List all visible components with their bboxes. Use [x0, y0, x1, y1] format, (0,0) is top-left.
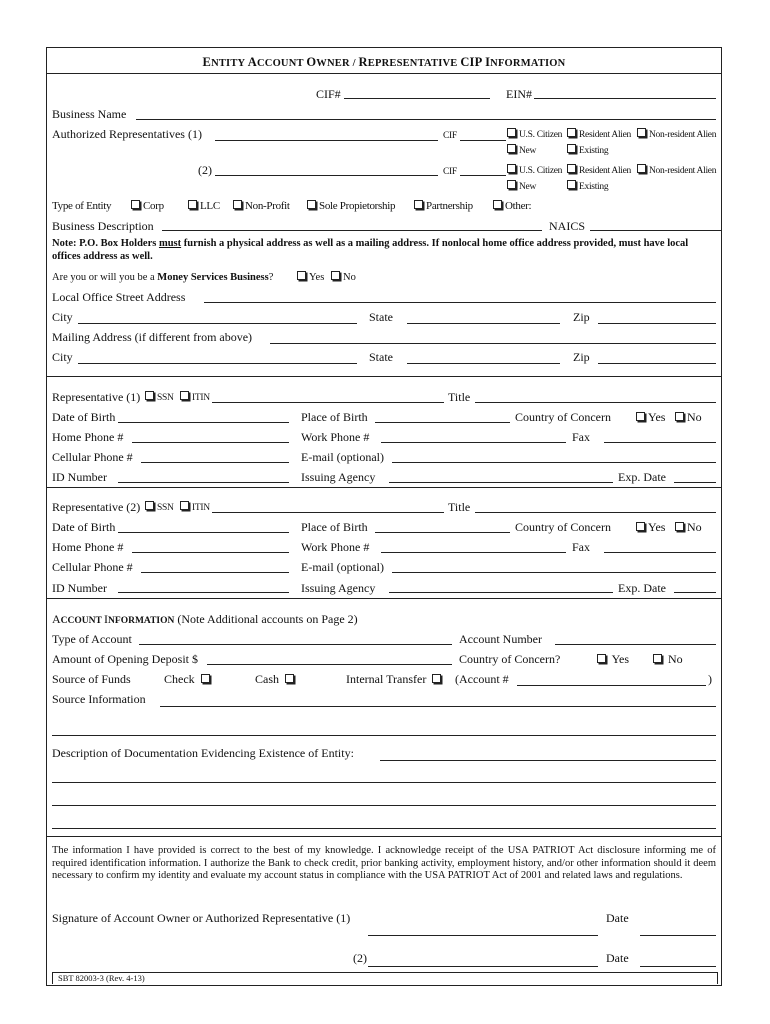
city-label-2: City: [52, 350, 73, 364]
checkbox[interactable]: [507, 144, 516, 153]
transfer-account-label: (Account #: [455, 672, 509, 686]
source-check[interactable]: Check: [164, 672, 213, 686]
checkbox[interactable]: [637, 164, 646, 173]
rep1-cell-label: Cellular Phone #: [52, 450, 133, 464]
rep1-work-field[interactable]: [381, 442, 566, 443]
state-field-1[interactable]: [407, 323, 560, 324]
zip-field-2[interactable]: [598, 363, 716, 364]
type-of-entity-label: Type of Entity: [52, 200, 112, 212]
checkbox[interactable]: [180, 501, 189, 510]
auth-rep1-existing[interactable]: Existing: [567, 144, 608, 158]
section-divider-rep1: [46, 376, 722, 377]
rep1-home-label: Home Phone #: [52, 430, 124, 444]
auth-rep2-cif-field[interactable]: [460, 175, 506, 176]
state-label-1: State: [369, 310, 393, 324]
zip-label-2: Zip: [573, 350, 590, 364]
rep1-title-label: Title: [448, 390, 471, 404]
entity-sole-prop[interactable]: Sole Propietorship: [307, 199, 395, 213]
rep2-email-field[interactable]: [392, 572, 716, 573]
rep2-cell-label: Cellular Phone #: [52, 560, 133, 574]
entity-other[interactable]: Other:: [493, 199, 531, 213]
account-coc-label: Country of Concern?: [459, 652, 561, 666]
form-title: ENTITY ACCOUNT OWNER / REPRESENTATIVE CIP INFORMATION: [202, 55, 566, 69]
rep1-itin[interactable]: ITIN: [180, 391, 210, 405]
rep1-cell-field[interactable]: [141, 462, 289, 463]
rep1-pob-label: Place of Birth: [301, 410, 368, 424]
rep2-label: Representative (2): [52, 500, 141, 514]
rep1-work-label: Work Phone #: [301, 430, 370, 444]
rep1-label: Representative (1): [52, 390, 141, 404]
msb-yes[interactable]: Yes: [297, 271, 324, 285]
rep2-pob-field[interactable]: [375, 532, 510, 533]
rep1-exp-field[interactable]: [674, 482, 716, 483]
source-cash[interactable]: Cash: [255, 672, 297, 686]
checkbox[interactable]: [567, 144, 576, 153]
transfer-account-field[interactable]: [517, 685, 706, 686]
rep1-dob-label: Date of Birth: [52, 410, 116, 424]
doc-desc-line-2[interactable]: [52, 782, 716, 783]
rep2-coc-yes[interactable]: Yes: [636, 520, 665, 534]
account-coc-yes[interactable]: Yes: [597, 652, 629, 666]
signature-label: Signature of Account Owner or Authorized Representative (1): [52, 911, 351, 925]
rep1-email-field[interactable]: [392, 462, 716, 463]
checkbox[interactable]: [567, 164, 576, 173]
deposit-label: Amount of Opening Deposit $: [52, 652, 198, 666]
rep1-exp-label: Exp. Date: [618, 470, 666, 484]
rep2-dob-field[interactable]: [118, 532, 289, 533]
auth-rep2-new[interactable]: New: [507, 180, 536, 194]
checkbox[interactable]: [285, 674, 294, 683]
date-2-field[interactable]: [640, 966, 716, 967]
form-number-box: [52, 972, 718, 984]
checkbox[interactable]: [414, 200, 423, 209]
date-label-2: Date: [606, 951, 629, 965]
checkbox[interactable]: [675, 412, 684, 421]
signature-1-field[interactable]: [368, 935, 598, 936]
msb-question: Are you or will you be a Money Services Business?: [52, 272, 274, 283]
rep2-exp-field[interactable]: [674, 592, 716, 593]
checkbox[interactable]: [567, 180, 576, 189]
rep2-work-label: Work Phone #: [301, 540, 370, 554]
account-type-label: Type of Account: [52, 632, 132, 646]
auth-rep1-us-citizen[interactable]: U.S. Citizen: [507, 128, 562, 142]
entity-llc[interactable]: LLC: [188, 199, 220, 213]
business-name-label: Business Name: [52, 107, 127, 121]
checkbox[interactable]: [507, 180, 516, 189]
rep2-home-label: Home Phone #: [52, 540, 124, 554]
checkbox[interactable]: [180, 391, 189, 400]
state-label-2: State: [369, 350, 393, 364]
zip-field-1[interactable]: [598, 323, 716, 324]
auth-reps-label: Authorized Representatives (1): [52, 127, 202, 141]
checkbox[interactable]: [675, 522, 684, 531]
rep1-title-field[interactable]: [475, 402, 716, 403]
account-number-label: Account Number: [459, 632, 542, 646]
ein-field[interactable]: [534, 98, 716, 99]
rep2-email-label: E-mail (optional): [301, 560, 384, 574]
cif-label: CIF#: [316, 87, 341, 101]
ein-label: EIN#: [506, 87, 532, 101]
checkbox[interactable]: [653, 654, 662, 663]
entity-partnership[interactable]: Partnership: [414, 199, 473, 213]
entity-nonprofit[interactable]: Non-Profit: [233, 199, 290, 213]
rep1-agency-field[interactable]: [389, 482, 613, 483]
naics-label: NAICS: [549, 219, 586, 233]
checkbox[interactable]: [637, 128, 646, 137]
checkbox[interactable]: [432, 674, 441, 683]
rep1-coc-label: Country of Concern: [515, 410, 611, 424]
rep1-pob-field[interactable]: [375, 422, 510, 423]
checkbox[interactable]: [507, 164, 516, 173]
entity-corp[interactable]: Corp: [131, 199, 164, 213]
business-description-field[interactable]: [162, 230, 542, 231]
rep2-coc-label: Country of Concern: [515, 520, 611, 534]
rep2-idnum-label: ID Number: [52, 581, 107, 595]
rep2-id-field[interactable]: [212, 512, 444, 513]
mailing-field[interactable]: [270, 343, 716, 344]
rep1-fax-field[interactable]: [604, 442, 716, 443]
msb-no[interactable]: No: [331, 271, 356, 285]
checkbox[interactable]: [567, 128, 576, 137]
section-divider-certify: [46, 836, 722, 837]
auth-rep1-resident-alien[interactable]: Resident Alien: [567, 128, 631, 142]
source-transfer[interactable]: Internal Transfer: [346, 672, 444, 686]
rep2-agency-field[interactable]: [389, 592, 613, 593]
source-info-field[interactable]: [160, 706, 716, 707]
local-office-label: Local Office Street Address: [52, 290, 186, 304]
checkbox[interactable]: [145, 391, 154, 400]
auth-rep1-new[interactable]: New: [507, 144, 536, 158]
certification-text: The information I have provided is correct to the best of my knowledge. I acknowledge receipt of the USA PATRIOT Act disclosure informing me of required identification information. I authorize the Bank to check credit, prior banking activity, employment history, and/or other information should it deem necessary to confirm my identity and evaluate my account status in compliance with the USA PATRIOT Act of 2001 and related laws and regulations.: [52, 845, 716, 881]
checkbox[interactable]: [307, 200, 316, 209]
account-coc-no[interactable]: No: [653, 652, 683, 666]
mailing-label: Mailing Address (if different from above): [52, 330, 253, 344]
deposit-field[interactable]: [207, 664, 452, 665]
checkbox[interactable]: [145, 501, 154, 510]
rep2-exp-label: Exp. Date: [618, 581, 666, 595]
rep1-home-field[interactable]: [132, 442, 289, 443]
form-number: SBT 82003-3 (Rev. 4-13): [58, 973, 145, 983]
checkbox[interactable]: [233, 200, 242, 209]
signature-2-num: (2): [353, 951, 367, 965]
section-divider-rep2: [46, 487, 722, 488]
auth-rep2-nonresident-alien[interactable]: Non-resident Alien: [637, 164, 716, 178]
date-1-field[interactable]: [640, 935, 716, 936]
section-divider-account: [46, 598, 722, 599]
checkbox[interactable]: [331, 271, 340, 280]
account-type-field[interactable]: [139, 644, 452, 645]
rep2-title-label: Title: [448, 500, 471, 514]
transfer-close-paren: ): [708, 672, 712, 686]
auth-rep1-field[interactable]: [215, 140, 438, 141]
auth-rep1-nonresident-alien[interactable]: Non-resident Alien: [637, 128, 716, 142]
rep2-cell-field[interactable]: [141, 572, 289, 573]
checkbox[interactable]: [131, 200, 140, 209]
doc-desc-line-3[interactable]: [52, 805, 716, 806]
doc-desc-line-4[interactable]: [52, 828, 716, 829]
rep2-itin[interactable]: ITIN: [180, 501, 210, 515]
title-divider: [46, 73, 722, 74]
auth-rep2-resident-alien[interactable]: Resident Alien: [567, 164, 631, 178]
date-label-1: Date: [606, 911, 629, 925]
doc-desc-label: Description of Documentation Evidencing Existence of Entity:: [52, 746, 354, 760]
auth-rep1-cif-field[interactable]: [460, 140, 506, 141]
zip-label-1: Zip: [573, 310, 590, 324]
rep1-idnum-field[interactable]: [118, 482, 289, 483]
checkbox[interactable]: [201, 674, 210, 683]
business-description-label: Business Description: [52, 219, 154, 233]
rep1-ssn[interactable]: SSN: [145, 391, 174, 405]
local-office-field[interactable]: [204, 302, 716, 303]
business-name-field[interactable]: [136, 119, 716, 120]
rep2-pob-label: Place of Birth: [301, 520, 368, 534]
state-field-2[interactable]: [407, 363, 560, 364]
naics-field[interactable]: [590, 230, 722, 231]
checkbox[interactable]: [297, 271, 306, 280]
auth-rep2-field[interactable]: [215, 175, 438, 176]
rep2-fax-field[interactable]: [604, 552, 716, 553]
city-field-1[interactable]: [78, 323, 357, 324]
rep1-email-label: E-mail (optional): [301, 450, 384, 464]
city-field-2[interactable]: [78, 363, 357, 364]
city-label-1: City: [52, 310, 73, 324]
rep1-id-field[interactable]: [212, 402, 444, 403]
auth-rep2-existing[interactable]: Existing: [567, 180, 608, 194]
source-funds-label: Source of Funds: [52, 672, 131, 686]
doc-desc-field[interactable]: [380, 760, 716, 761]
rep1-coc-yes[interactable]: Yes: [636, 410, 665, 424]
rep2-coc-no[interactable]: No: [675, 520, 702, 534]
checkbox[interactable]: [188, 200, 197, 209]
source-info-line-2[interactable]: [52, 735, 716, 736]
rep2-work-field[interactable]: [381, 552, 566, 553]
auth-rep1-cif-label: CIF: [443, 131, 457, 141]
rep1-coc-no[interactable]: No: [675, 410, 702, 424]
auth-rep2-cif-label: CIF: [443, 167, 457, 177]
rep1-idnum-label: ID Number: [52, 470, 107, 484]
account-info-heading: ACCOUNT INFORMATION (Note Additional accounts on Page 2): [52, 612, 358, 626]
po-box-note: Note: P.O. Box Holders must furnish a physical address as well as a mailing address. If nonlocal home office address provided, must have local offices address as well.: [52, 238, 689, 262]
auth-rep2-num: (2): [198, 163, 212, 177]
checkbox[interactable]: [597, 654, 606, 663]
auth-rep2-us-citizen[interactable]: U.S. Citizen: [507, 164, 562, 178]
cif-field[interactable]: [344, 98, 490, 99]
rep2-home-field[interactable]: [132, 552, 289, 553]
rep2-idnum-field[interactable]: [118, 592, 289, 593]
rep2-fax-label: Fax: [572, 540, 590, 554]
source-info-label: Source Information: [52, 692, 146, 706]
checkbox[interactable]: [493, 200, 502, 209]
checkbox[interactable]: [636, 522, 645, 531]
rep1-fax-label: Fax: [572, 430, 590, 444]
rep1-agency-label: Issuing Agency: [301, 470, 376, 484]
checkbox[interactable]: [636, 412, 645, 421]
rep2-agency-label: Issuing Agency: [301, 581, 376, 595]
signature-2-field[interactable]: [368, 966, 598, 967]
rep2-ssn[interactable]: SSN: [145, 501, 174, 515]
rep1-dob-field[interactable]: [118, 422, 289, 423]
account-number-field[interactable]: [555, 644, 716, 645]
checkbox[interactable]: [507, 128, 516, 137]
rep2-title-field[interactable]: [475, 512, 716, 513]
rep2-dob-label: Date of Birth: [52, 520, 116, 534]
